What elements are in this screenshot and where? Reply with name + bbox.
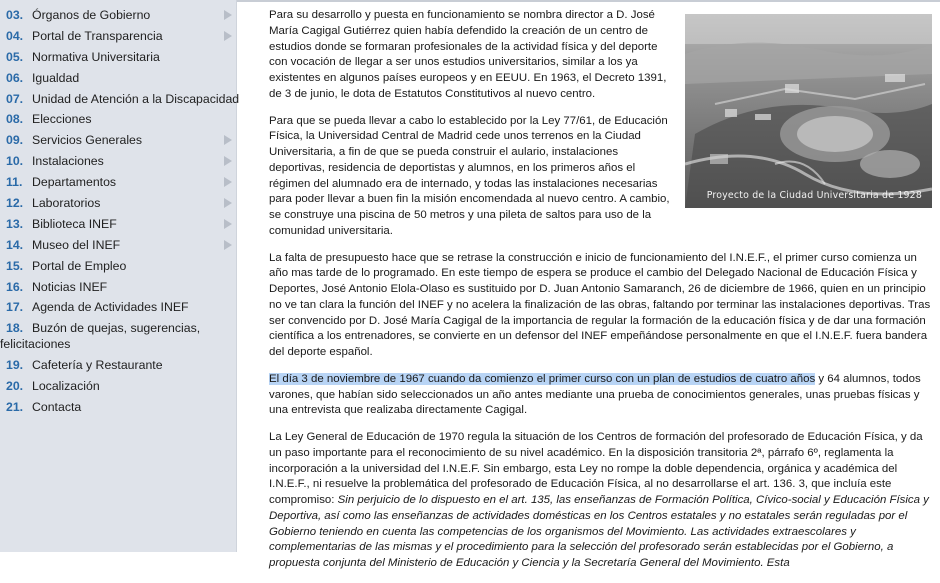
sidebar-item[interactable] <box>0 26 236 47</box>
paragraph-5-quote: Sin perjuicio de lo dispuesto en el art. 135, las enseñanzas de Formación Política, Cívico-social y Educación Física y Deportiva, así como las enseñanzas de actividades domésticas en los Centros estatales y no estatales serán reguladas por el Gobierno teniendo en cuenta las competencias de los organismos del Movimiento. Las actividades extraescolares y complementarias de las mismas y el procedimiento para la selección del profesorado serán establecidas por el Gobierno, a propuesta conjunta del Ministerio de Educación y Ciencia y la Secretaría General del Movimiento. Esta <box>269 494 929 569</box>
chevron-right-icon[interactable] <box>224 198 232 208</box>
sidebar-item-number: 04. <box>6 28 24 43</box>
sidebar-item[interactable] <box>0 277 236 298</box>
sidebar-item-number: 14. <box>6 237 24 252</box>
sidebar-item-label: Órganos de Gobierno <box>32 8 151 22</box>
paragraph-4 <box>269 372 937 419</box>
chevron-right-icon[interactable] <box>224 240 232 250</box>
sidebar-item-label: Biblioteca INEF <box>32 216 117 231</box>
chevron-right-icon[interactable] <box>224 219 232 229</box>
sidebar-item-number: 07. <box>6 91 24 106</box>
sidebar-item[interactable] <box>0 235 236 256</box>
sidebar-item-label: Normativa Universitaria <box>32 49 160 64</box>
sidebar-item-number: 17. <box>6 300 24 315</box>
sidebar-item-number: 13. <box>6 216 24 231</box>
sidebar-item[interactable] <box>0 355 236 376</box>
sidebar-item-number: 03. <box>6 8 24 22</box>
chevron-right-icon[interactable] <box>224 156 232 166</box>
sidebar-item-label: Noticias INEF <box>32 279 108 294</box>
sidebar-item[interactable] <box>0 376 236 397</box>
sidebar-item[interactable] <box>0 193 236 214</box>
sidebar-item[interactable] <box>0 256 236 277</box>
sidebar-item-label: Instalaciones <box>32 154 104 169</box>
sidebar-item[interactable] <box>0 109 236 130</box>
sidebar-item-label: Unidad de Atención a la Discapacidad <box>32 91 240 106</box>
sidebar-item[interactable] <box>0 214 236 235</box>
sidebar-item-label: Portal de Empleo <box>32 258 127 273</box>
sidebar-item-label: Localización <box>32 378 100 393</box>
sidebar-item[interactable] <box>0 89 240 110</box>
sidebar-item-label: Laboratorios <box>32 196 101 211</box>
article-content <box>269 8 937 583</box>
chevron-right-icon[interactable] <box>224 10 232 20</box>
sidebar-item-number: 09. <box>6 133 24 148</box>
paragraph-4-rest: y 64 alumnos, todos varones, que habían sido seleccionados un año antes mediante una prueba de conocimientos generales, unas pruebas físicas y una entrevista que realizaba directamente Cagigal. <box>269 372 921 417</box>
sidebar-item-number: 05. <box>6 49 24 64</box>
sidebar-item-number: 15. <box>6 258 24 273</box>
photo-caption: Proyecto de la Ciudad Universitaria de 1928 <box>706 190 922 201</box>
sidebar-item-label-continued: felicitaciones <box>0 337 71 352</box>
sidebar-item-number: 16. <box>6 279 24 294</box>
highlighted-text: El día 3 de noviembre de 1967 cuando da comienzo el primer curso con un plan de estudios de cuatro años <box>269 372 816 385</box>
sidebar-item[interactable] <box>0 151 236 172</box>
sidebar-item-label: Igualdad <box>32 70 80 85</box>
sidebar-item-label: Departamentos <box>32 175 117 190</box>
sidebar-item-number: 12. <box>6 196 24 211</box>
paragraph-5 <box>269 430 937 572</box>
sidebar-item-label: Contacta <box>32 399 82 414</box>
sidebar-item-label: Servicios Generales <box>32 133 143 148</box>
sidebar-item-number: 08. <box>6 112 24 127</box>
sidebar-nav <box>0 0 240 552</box>
sidebar-item[interactable] <box>0 130 236 151</box>
sidebar-item[interactable] <box>0 47 236 68</box>
paragraph-1: Para su desarrollo y puesta en funcionamiento se nombra director a D. José María Cagigal Gutiérrez quien había defendido la creación de un centro de estudios donde se formaran profesionales de la actividad física y del deporte con vocación de llegar a ser unos estudios universitarios, similar a los ya existentes en algunos países europeos y en EEUU. En 1963, el Decreto 1391, de 3 de junio, le dota de Estatutos Constitutivos al nuevo centro. <box>269 9 667 100</box>
sidebar-item-number: 20. <box>6 378 24 393</box>
sidebar-item[interactable] <box>0 397 236 418</box>
sidebar-item-label: Agenda de Actividades INEF <box>32 300 189 315</box>
paragraph-3: La falta de presupuesto hace que se retrase la construcción e inicio de funcionamiento del I.N.E.F., el primer curso comienza un año mas tarde de lo programado. En este tiempo de espera se produce el cambio del Delegado Nacional de Educación Física y Deportes, José Antonio Elola-Olaso es sustituido por D. Juan Antonio Samaranch, 26 de diciembre de 1966, quien en un principio no ve tan clara la función del INEF y no acelera la finalización de las obras, faltando por terminar las instalaciones deportivas. Tras ser convencido por D. José María Cagigal de la importancia de regular la formación de la educación física y de dar una formación científica a los entrenadores, se convierte en un defensor del INEF empeñándose personalmente en que el I.N.E.F. fuera bandera del deporte español. <box>269 251 931 358</box>
sidebar-item[interactable] <box>0 318 236 354</box>
sidebar-item-number: 19. <box>6 357 24 372</box>
sidebar-item[interactable] <box>0 297 236 318</box>
chevron-right-icon[interactable] <box>224 135 232 145</box>
sidebar-item-number: 11. <box>6 175 23 190</box>
sidebar-item-label: Cafetería y Restaurante <box>32 357 163 372</box>
sidebar-item[interactable] <box>0 68 236 89</box>
sidebar-item-number: 21. <box>6 399 24 414</box>
chevron-right-icon[interactable] <box>224 177 232 187</box>
sidebar-item[interactable] <box>0 172 236 193</box>
sidebar-item-label: Elecciones <box>32 112 92 127</box>
sidebar-item[interactable] <box>0 5 236 26</box>
paragraph-2: Para que se pueda llevar a cabo lo establecido por la Ley 77/61, de Educación Física, la Universidad Central de Madrid cede unos terrenos en la Ciudad Universitaria, a fin de que se pueda construir el aulario, instalaciones deportivas, residencia de deportistas y alumnos, en los primeros años el régimen del alumnado era de internado, y todas las instalaciones necesarias para poder llevar a buen fin la misión encomendada al nuevo centro. A cambio, se construye una piscina de 50 metros y una pileta de saltos para uso de la comunidad universitaria. <box>269 114 670 237</box>
sidebar-item-label: Buzón de quejas, sugerencias, <box>32 321 201 336</box>
sidebar-item-label: Portal de Transparencia <box>32 28 163 43</box>
chevron-right-icon[interactable] <box>224 31 232 41</box>
nav-list <box>0 0 240 417</box>
sidebar-item-number: 06. <box>6 70 24 85</box>
sidebar-item-label: Museo del INEF <box>32 237 121 252</box>
sidebar-item-number: 10. <box>6 154 24 169</box>
sidebar-item-number: 18. <box>6 321 24 336</box>
paragraph-5-text: La Ley General de Educación de 1970 regula la situación de los Centros de formación del profesorado de Educación Física, y da un paso importante para el reconocimiento de su nivel académico. En la disposición transitoria 2ª, párrafo 6º, reglamenta la incorporación a la universidad del I.N.E.F. Sin embargo, esta Ley no rompe la doble dependencia, orgánica y académica del I.N.E.F., ni resuelve la problemática del profesorado de Educación Física, al no desarrollarse el art. 136. 3, que incluía este compromiso: <box>269 431 923 506</box>
